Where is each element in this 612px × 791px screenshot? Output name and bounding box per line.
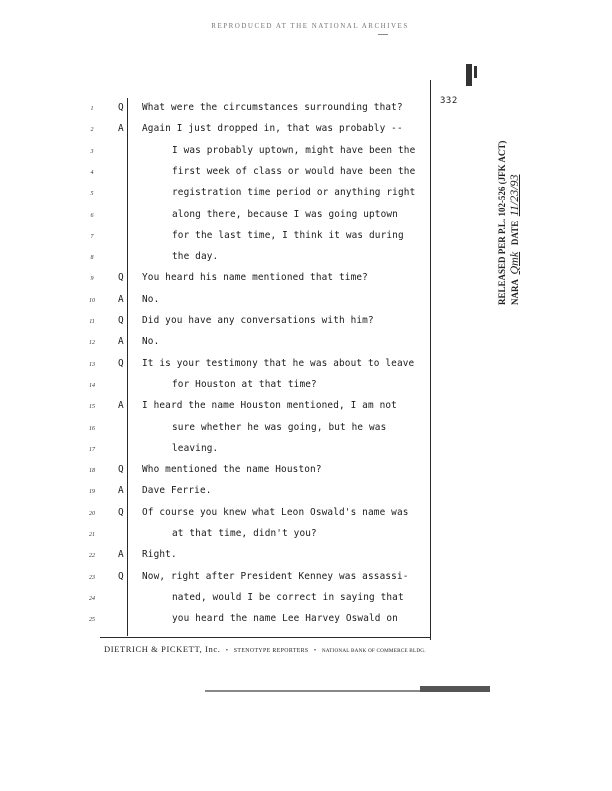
line-number: 14	[89, 382, 95, 389]
transcript-line	[0, 399, 430, 413]
date-value: 11/23/93	[507, 174, 521, 217]
line-text: No.	[142, 336, 160, 348]
nara-label: NARA	[510, 279, 520, 305]
line-text: I heard the name Houston mentioned, I am not	[142, 400, 397, 412]
line-number: 5	[90, 191, 94, 198]
line-text: sure whether he was going, but he was	[172, 421, 387, 433]
transcript-line	[0, 591, 430, 605]
transcript-line	[0, 165, 430, 179]
speaker-label: Q	[118, 102, 124, 113]
transcript-line	[0, 314, 430, 328]
transcript-line	[0, 101, 430, 115]
transcript-line	[0, 548, 430, 562]
line-number: 1	[90, 106, 94, 112]
transcript-line	[0, 484, 430, 498]
line-number: 23	[89, 574, 95, 581]
transcript-line	[0, 506, 430, 520]
line-number: 18	[89, 468, 95, 475]
line-number: 20	[89, 510, 95, 517]
speaker-label: Q	[118, 570, 124, 582]
transcript-line	[0, 229, 430, 243]
line-number: 24	[89, 595, 95, 602]
transcript-line	[0, 357, 430, 371]
line-number: 13	[89, 361, 95, 368]
reporter-footer: DIETRICH & PICKETT, Inc. • STENOTYPE REPORTERS • NATIONAL BANK OF COMMERCE BLDG.	[104, 644, 426, 654]
transcript-line	[0, 570, 430, 584]
header-mark	[378, 34, 388, 35]
transcript-line	[0, 271, 430, 285]
line-text: Now, right after President Kenney was assassi-	[142, 570, 409, 582]
line-text: along there, because I was going uptown	[172, 208, 398, 220]
transcript-line	[0, 293, 430, 307]
transcript-line	[0, 335, 430, 349]
line-text: nated, would I be correct in saying that	[172, 591, 404, 603]
line-number: 7	[90, 233, 94, 240]
date-label: DATE	[510, 220, 520, 246]
speaker-label: Q	[118, 315, 124, 326]
line-text: Who mentioned the name Houston?	[142, 464, 322, 476]
line-text: for the last time, I think it was during	[172, 229, 404, 241]
transcript-line	[0, 421, 430, 435]
line-text: registration time period or anything right	[172, 187, 416, 199]
right-border-rule	[430, 80, 431, 640]
scan-smudge	[420, 686, 490, 692]
line-text: Right.	[142, 549, 177, 561]
transcript-line	[0, 250, 430, 264]
footer-location: NATIONAL BANK OF COMMERCE BLDG.	[321, 648, 426, 654]
footer-firm: DIETRICH & PICKETT, Inc.	[104, 644, 221, 654]
transcript-line	[0, 186, 430, 200]
line-number: 12	[89, 340, 95, 347]
line-text: the day.	[172, 251, 219, 263]
line-text: you heard the name Lee Harvey Oswald on	[172, 613, 398, 625]
speaker-label: A	[118, 123, 124, 135]
line-text: Did you have any conversations with him?	[142, 315, 374, 326]
line-text: at that time, didn't you?	[172, 528, 317, 539]
line-text: What were the circumstances surrounding that?	[142, 102, 403, 113]
line-number: 11	[89, 319, 95, 325]
line-number: 8	[90, 255, 94, 262]
line-number: 9	[90, 276, 94, 283]
transcript-line	[0, 612, 430, 626]
page-number: 332	[440, 96, 458, 106]
archive-header: REPRODUCED AT THE NATIONAL ARCHIVES	[211, 22, 409, 30]
line-number: 2	[90, 127, 94, 134]
line-text: It is your testimony that he was about to leave	[142, 357, 415, 369]
release-stamp-line1: RELEASED PER P.L. 102-526 (JFK ACT)	[497, 140, 507, 305]
line-number: 10	[89, 297, 95, 304]
line-text: I was probably uptown, might have been the	[172, 144, 416, 156]
line-text: Of course you knew what Leon Oswald's name was	[142, 506, 409, 518]
nara-initials: Qmk	[507, 251, 521, 275]
transcript-line	[0, 378, 430, 392]
bottom-border-rule	[100, 637, 431, 638]
line-number: 3	[90, 148, 94, 155]
line-number: 25	[89, 617, 95, 624]
line-text: leaving.	[172, 442, 219, 454]
transcript-line	[0, 442, 430, 456]
speaker-label: Q	[118, 272, 124, 284]
line-text: No.	[142, 293, 160, 305]
line-number: 15	[89, 404, 95, 411]
transcript-line	[0, 208, 430, 222]
speaker-label: A	[118, 549, 124, 561]
speaker-label: A	[118, 336, 124, 348]
line-number: 6	[90, 212, 94, 219]
footer-service: STENOTYPE REPORTERS	[233, 648, 309, 654]
line-number: 16	[89, 425, 95, 432]
transcript-line	[0, 122, 430, 136]
speaker-label: Q	[118, 357, 124, 369]
speaker-label: A	[118, 293, 124, 305]
line-text: first week of class or would have been the	[172, 165, 416, 177]
line-number: 17	[89, 446, 95, 453]
speaker-label: Q	[118, 464, 124, 476]
release-stamp	[496, 141, 521, 305]
speaker-label: A	[118, 485, 124, 497]
transcript-line	[0, 144, 430, 158]
line-number: 22	[89, 553, 95, 560]
line-text: for Houston at that time?	[172, 378, 317, 390]
line-number: 4	[90, 169, 94, 176]
line-text: You heard his name mentioned that time?	[142, 272, 368, 284]
line-number: 21	[89, 532, 95, 538]
line-text: Dave Ferrie.	[142, 485, 212, 497]
line-number: 19	[89, 489, 95, 496]
transcript-line	[0, 463, 430, 477]
transcript-line	[0, 527, 430, 541]
speaker-label: A	[118, 400, 124, 412]
line-text: Again I just dropped in, that was probably --	[142, 123, 403, 135]
speaker-label: Q	[118, 506, 124, 518]
